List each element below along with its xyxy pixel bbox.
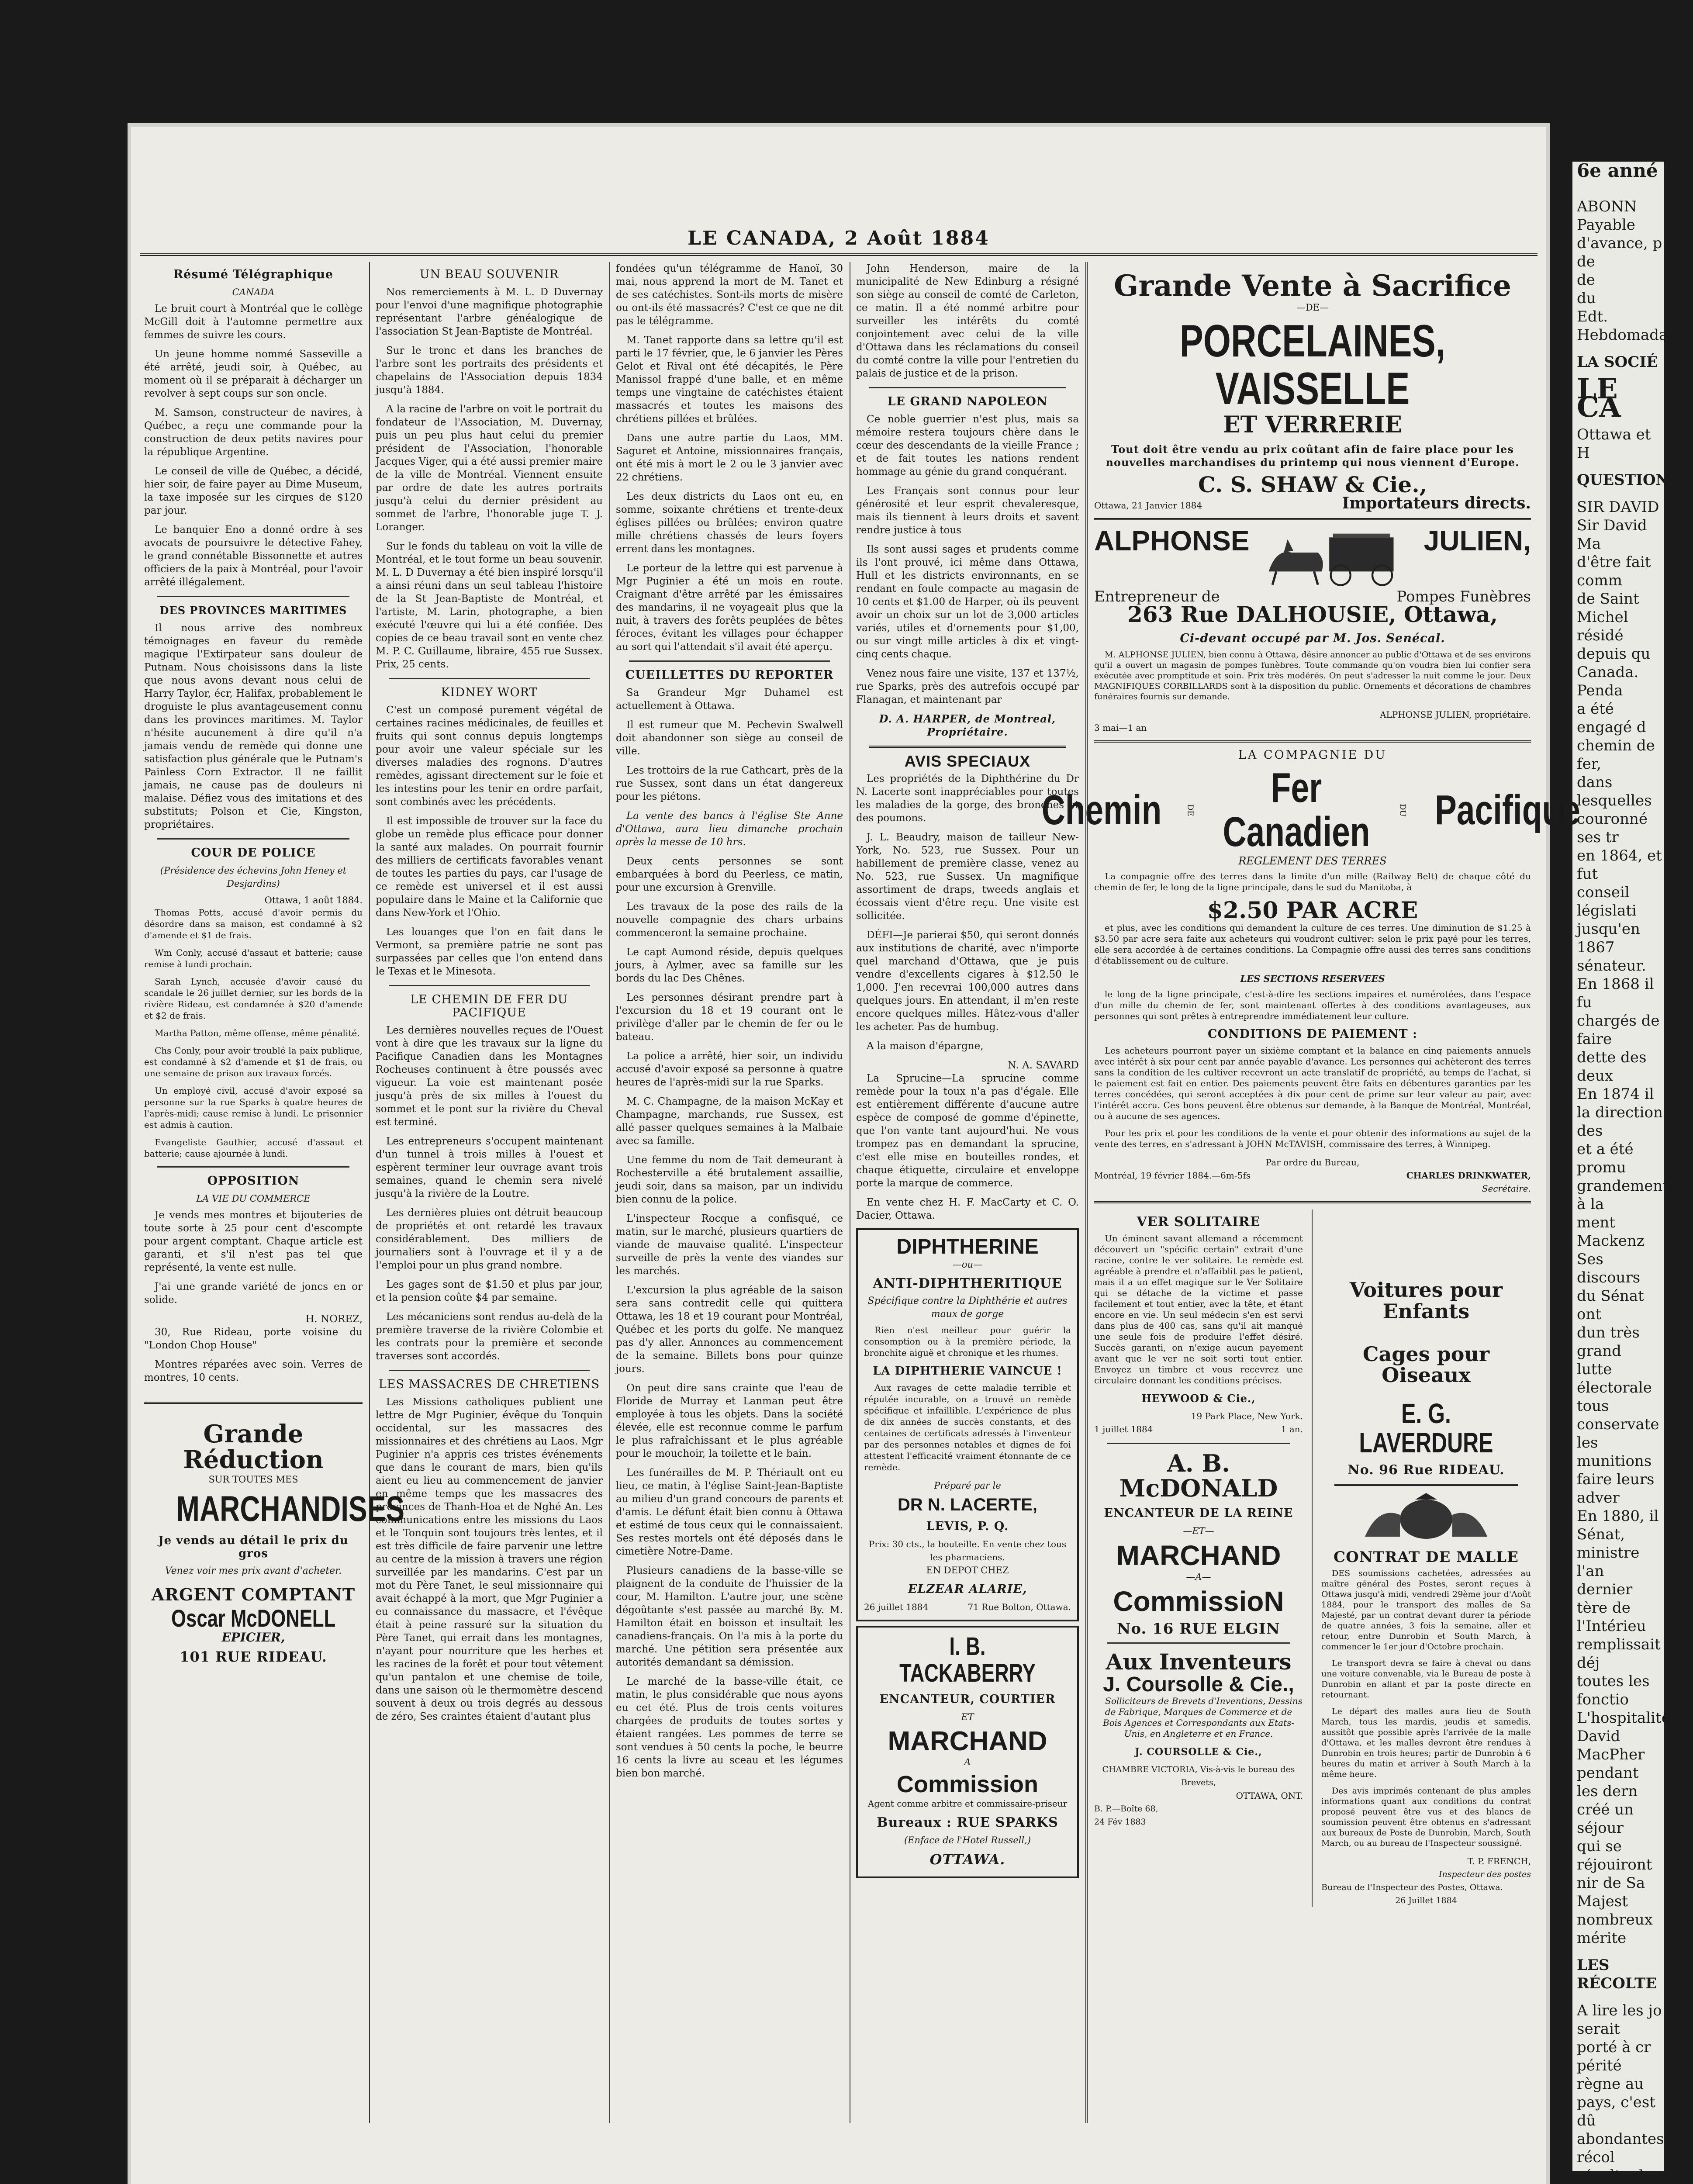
ad-footer (1094, 1169, 1531, 1182)
adjacent-page-line: conseil législati (1577, 884, 1637, 919)
adjacent-page-line: serait porté à cr (1577, 2020, 1651, 2056)
adjacent-page-line: tère de l'Intérieu (1577, 1599, 1646, 1635)
ad-line: Aux ravages de cette maladie terrible et réputée incurable, on a trouvé un remède spécifique et infaillible. L'expérience de plus de dix années de succès constants, et des centaines de certificats adressés à l'inventeur par des personnes notables et dignes de foi attestent l'efficacité vraiment étonnante de ce remède. (864, 1382, 1071, 1473)
ad-line: Voitures pour Enfants (1349, 1278, 1503, 1323)
ad-line: —ET— (1183, 1525, 1214, 1536)
headline: Résumé Télégraphique (173, 268, 334, 281)
ad-big-word: Pacifique (1434, 786, 1580, 833)
article-paragraph: Un jeune homme nommé Sasseville a été arrêté, jeudi soir, à Québec, au moment où il se préparait à décharger un revolver à sept coups sur son oncle. (144, 349, 363, 399)
ad-address: 71 Rue Bolton, Ottawa. (967, 1602, 1071, 1613)
column-rule (1085, 262, 1088, 2123)
ad-price: $2.50 PAR ACRE (1207, 897, 1418, 924)
divider (389, 985, 590, 986)
article-paragraph: Il nous arrive des nombreux témoignages en faveur du remède magique l'Extirpateur sans douleur de Putnam. Nous choisissons dans la liste que nous avons devant nous celui de Harry Taylor, écr, Halifax, probablement le droguiste le plus avantageusement connu dans les provinces maritimes. M. Taylor n'hésite aucunement à dire qu'il n'a jamais vendu de remède qui donne une satisfaction plus générale que le Putnam's Painless Corn Extractor. Il ne faillit jamais, ne cause pas de douleurs ni malaise. Défiez vous des imitations et des substituts; Polson et Cie, Kingston, propriétaires. (144, 622, 363, 830)
ad-name: Oscar McDONELL (171, 1604, 336, 1632)
headline: DES PROVINCES MARITIMES (159, 604, 347, 617)
article-paragraph: 30, Rue Rideau, porte voisine du "London Chop House" (144, 1327, 363, 1351)
article-paragraph: Dans une autre partie du Laos, MM. Saguret et Antoine, missionnaires français, ont été mis à mort le 2 ou le 3 janvier avec 22 chrétiens. (616, 432, 843, 483)
article-paragraph: Une femme du nom de Tait demeurant à Rochesterville a été brutalement assaillie, jeudi soir, dans sa maison, par un individu bien connu de la police. (616, 1154, 843, 1205)
adjacent-page-line: LES RÉCOLTE (1577, 1956, 1657, 1992)
ad-headline (144, 1489, 405, 1529)
signature: CHARLES DRINKWATER, (1406, 1170, 1531, 1181)
ad-body: M. ALPHONSE JULIEN, bien connu à Ottawa, désire annoncer au public d'Ottawa et de ses environs qu'il a ouvert un magasin de pompes funèbres. Toute commande qu'on voudra bien lui confier sera exécutée avec promptitude et soin. Prix très modérés. On peut s'adresser la nuit comme le jour. Deux MAGNIFIQUES CORBILLARDS sont à la disposition du public. Ornements et décorations de chambres funéraires fournis sur demande. (1094, 650, 1531, 702)
divider (1094, 1201, 1531, 1203)
article-paragraph: Ils sont aussi sages et prudents comme ils l'ont prouvé, ici même dans Ottawa, Hull et les districts environnants, en se rendant en foule compacte au magasin de 10 cents et $1.00 de Harper, où ils peuvent avoir un choix sur un lot de 3,000 articles variés, utiles et d'ornements pour $1,00, ou sur vingt mille articles à dix et vingt-cinq cents chaque. (856, 544, 1079, 660)
article-paragraph: Le capt Aumond réside, depuis quelques jours, à Aylmer, avec sa famille sur les bords du lac Des Chênes. (616, 947, 843, 984)
article-paragraph: Les louanges que l'on en fait dans le Vermont, sa première patrie ne sont pas surpassées par celles que l'on entend dans le Texas et le Minesota. (376, 926, 603, 977)
adjacent-page-line: Ottawa et H (1577, 426, 1651, 462)
adjacent-page-line: En 1874 il (1577, 1085, 1654, 1103)
ad-name: J. COURSOLLE & Cie., (1135, 1746, 1262, 1758)
ad-big-word: MARCHANDISES (176, 1489, 405, 1529)
ad-line: Importateurs directs. (1342, 494, 1531, 512)
ad-title: VER SOLITAIRE (1137, 1214, 1261, 1230)
ad-line: ENCANTEUR, COURTIER (879, 1693, 1056, 1707)
adjacent-page-line: l'an dernier (1577, 1562, 1633, 1598)
ad-line: Préparé par le (934, 1480, 1001, 1491)
ad-line: Bureaux : RUE SPARKS (877, 1814, 1058, 1830)
adjacent-page-line: dette des deux (1577, 1049, 1647, 1085)
ad-line: ARGENT COMPTANT (151, 1584, 356, 1604)
article-paragraph: J. L. Beaudry, maison de tailleur New-York, No. 523, rue Sussex. Pour un habillement de première classe, venez au No. 523, rue Sussex. Un magnifique assortiment de draps, tweeds anglais et écossais vient d'être reçu. Une visite est sollicitée. (856, 832, 1079, 922)
royal-arms-icon (1321, 1493, 1531, 1541)
headline: UN BEAU SOUVENIR (419, 268, 559, 281)
adjacent-page-line: de Saint Michel (1577, 590, 1639, 626)
ad-name: JULIEN, (1424, 525, 1531, 556)
adjacent-page-line: de (1577, 271, 1595, 289)
article-paragraph: Sarah Lynch, accusée d'avoir causé du scandale le 26 juillet dernier, sur les bords de la rivière Rideau, est condamnée à $20 d'amende et $2 de frais. (144, 976, 363, 1021)
ad-body: DES soumissions cachetées, adressées au maître général des Postes, seront reçues à Ottawa jusqu'à midi, vendredi 29ème jour d'Août 1884, pour le transport des malles de Sa Majesté, par un contrat devant durer la période de quatre années, 3 fois la semaine, aller et retour, entre Dunrobin et South March, à commencer le 1er jour d'Octobre prochain. (1321, 1569, 1531, 1652)
ad-big-word: CommissioN (1113, 1586, 1284, 1617)
divider (1094, 740, 1531, 743)
article-paragraph: En vente chez H. F. MacCarty et C. O. Dacier, Ottawa. (856, 1197, 1079, 1221)
ad-sub: —ou— (952, 1259, 983, 1270)
column-2 (376, 262, 603, 2123)
ad-big-word: ET VERRERIE (1223, 411, 1402, 438)
article-paragraph: Les gages sont de $1.50 et plus par jour, et la pension coûte $4 par semaine. (376, 1279, 603, 1303)
divider (157, 596, 349, 597)
adjacent-page-line: nombreux mérite (1577, 1911, 1653, 1947)
ad-title: Grande Vente à Sacrifice (1114, 269, 1511, 303)
adjacent-page-line: Payable d'avance, p (1577, 216, 1662, 252)
article-paragraph: M. Samson, constructeur de navires, à Québec, a reçu une commande pour la construction de deux petits navires pour la république Argentine. (144, 407, 363, 458)
ad-name: J. Coursolle & Cie., (1103, 1673, 1294, 1696)
ad-line: Ci-devant occupé par M. Jos. Senécal. (1180, 632, 1445, 646)
adjacent-page-line: ment Mackenz (1577, 1214, 1645, 1250)
ad-name: ALPHONSE (1094, 525, 1250, 556)
ad-big-word: Commission (896, 1771, 1039, 1798)
ad-address: CHAMBRE VICTORIA, Vis-à-vis le bureau des Brevets, (1102, 1765, 1295, 1788)
headline: KIDNEY WORT (441, 686, 538, 699)
ad-big-word: PORCELAINES, VAISSELLE (1179, 316, 1446, 415)
article-paragraph: Les funérailles de M. P. Thériault ont eu lieu, ce matin, à l'église Saint-Jean-Baptiste au milieu d'un grand concours de parents et d'amis. Le défunt était bien connu à Ottawa et estimé de tous ceux qui le connaissaient. Ses restes mortels ont été déposés dans le cimetière Notre-Dame. (616, 1467, 843, 1557)
lower-right-ads (1321, 1209, 1531, 1907)
ad-line: ENCANTEUR DE LA REINE (1104, 1506, 1293, 1520)
ad-body: Le transport devra se faire à cheval ou dans une voiture convenable, via le Bureau de poste à Dunrobin en allant et par la poste directe en retournant. (1321, 1659, 1531, 1700)
ad-date: 26 Juillet 1884 (1395, 1896, 1457, 1906)
ad-line: Tout doit être vendu au prix coûtant afin de faire place pour les nouvelles marchandises du printemp qui nous viennent d'Europe. (1106, 443, 1520, 469)
adjacent-page-line: Sénat, ministre (1577, 1526, 1640, 1562)
ad-name: DR N. LACERTE, (898, 1495, 1037, 1515)
adjacent-page-line: d'être fait comm (1577, 553, 1651, 589)
article-paragraph: La vente des bancs à l'église Ste Anne d'Ottawa, aura lieu dimanche prochain après la messe de 10 hrs. (616, 810, 843, 848)
headline: LE GRAND NAPOLEON (887, 395, 1048, 408)
divider (389, 1370, 590, 1371)
ad-line: Spécifique contre la Diphthérie et autres maux de gorge (867, 1296, 1068, 1320)
article-paragraph: Les propriétés de la Diphthérine du Dr N. Lacerte sont inappréciables pour toutes les maladies de la gorge, des bronches et des poumons. (856, 773, 1079, 824)
adjacent-page-line: Edt. Hebdomadaire, (1577, 308, 1693, 344)
ad-big-word: Chemin (1041, 786, 1161, 833)
article-paragraph: Les Français sont connus pour leur générosité et leur esprit chevaleresque, mais ils tiennent à leurs droits et savent rendre justice à tous (856, 485, 1079, 536)
adjacent-page-line: du Sénat ont (1577, 1287, 1644, 1323)
ad-line: (Enface de l'Hotel Russell,) (904, 1835, 1031, 1845)
masthead-rule (140, 253, 1538, 256)
headline: OPPOSITION (207, 1174, 300, 1188)
julien-ad-head (1094, 526, 1531, 590)
ad-line: LA COMPAGNIE DU (1238, 748, 1387, 762)
adjacent-page-line: a été engagé d (1577, 700, 1646, 736)
masthead: LE CANADA, 2 Août 1884 (688, 227, 990, 249)
ad-body: Des avis imprimés contenant de plus amples informations quant aux conditions du contrat proposé peuvent être vus et des blancs de soumission peuvent être obtenus en s'adressant aux bureaux de Poste de Dunrobin, March, South March, ou au bureau de l'Inspecteur soussigné. (1321, 1786, 1531, 1849)
column-1 (144, 262, 405, 2123)
adjacent-page-line: LE CA (1577, 373, 1621, 424)
ad-line: Rien n'est meilleur pour guérir la consomption ou à la première période, la bronchite aiguë et chronique et les rhumes. (864, 1325, 1071, 1358)
ad-sub: CONDITIONS DE PAIEMENT : (1207, 1027, 1418, 1041)
article-paragraph: fondées qu'un télégramme de Hanoï, 30 mai, nous apprend la mort de M. Tanet et de ses catéchistes. Sont-ils morts de misère ou ont-ils été massacrés? C'est ce que ne dit pas le télégramme. (616, 263, 843, 327)
article-paragraph: Les personnes désirant prendre part à l'excursion du 18 et 19 courant ont le privilège d'aller par le chemin de fer ou le bateau. (616, 992, 843, 1043)
article-paragraph: A la racine de l'arbre on voit le portrait du fondateur de l'Association, M. Duvernay, puis un peu plus haut celui du premier président de l'Association, l'honorable Jacques Viger, qui a été aussi premier maire de la ville de Montréal. Viennent ensuite par ordre de date les autres portraits jusqu'à celui du dernier président au sommet de l'arbre, l'honorable juge T. J. Loranger. (376, 404, 603, 533)
ad-name: I. B. TACKABERRY (899, 1632, 1036, 1688)
ad-address: OTTAWA, ONT. (1236, 1790, 1303, 1801)
divider (1334, 1484, 1518, 1486)
column-3 (616, 262, 843, 2123)
article-paragraph: L'excursion la plus agréable de la saison sera sans contredit celle qui quittera Ottawa, les 18 et 19 courant pour Montréal, Québec et les ports du golfe. Ne manquez pas d'y aller. Annonces au commencement de la semaine. Billets bons pour quinze jours. (616, 1285, 843, 1375)
adjacent-page-text (1572, 160, 1693, 2184)
adjacent-page-line: en 1864, et fut (1577, 847, 1662, 883)
ad-body: le long de la ligne principale, c'est-à-dire les sections impaires et numérotées, dans l'espace d'un mille du chemin de fer, sont maintenant offertes à des conditions avantageuses, aux personnes qui sont prêtes à entreprendre immédiatement leur culture. (1094, 989, 1531, 1022)
ad-body: Solliciteurs de Brevets d'Inventions, Dessins de Fabrique, Marques de Commerce et de Bois Agences et Correspondants aux Etats-Unis, en Angleterre et en France. (1102, 1696, 1303, 1739)
ad-small-word: DU (1398, 804, 1407, 817)
ad-footer (1094, 1423, 1303, 1436)
ad-line: OTTAWA. (929, 1851, 1005, 1868)
subhead: CANADA (232, 287, 275, 297)
article-paragraph: Nos remerciements à M. L. D Duvernay pour l'envoi d'une magnifique photographie représentant l'arbre généalogique de l'association St Jean-Baptiste de Montréal. (376, 287, 603, 337)
ad-date: 24 Fév 1883 (1094, 1817, 1146, 1827)
article-paragraph: DÉFI—Je parierai $50, qui seront donnés aux institutions de charité, avec n'importe quel marchand d'Ottawa, que je puis vendre d'excellents cigares à $12.50 le 1,000. J'en recevrai 100,000 autres dans quelques jours. En attendant, il m'en reste encore quelques milles. Hâtez-vous d'aller les acheter. Pas de humbug. (856, 930, 1079, 1033)
adjacent-page-line: Canada. Penda (1577, 663, 1639, 699)
ad-address: 19 Park Place, New York. (1191, 1411, 1303, 1422)
ad-title: CONTRAT DE MALLE (1334, 1548, 1519, 1566)
adjacent-page-line: QUESTION (1577, 471, 1669, 489)
ad-line: Agent comme arbitre et commissaire-priseur (867, 1798, 1068, 1809)
ad-body: Un éminent savant allemand a récemment découvert un "spécific certain" extrait d'une racine, contre le ver solitaire. Le remède est agréable à prendre et n'affaiblit pas le patient, mais il a un effet magique sur le Ver Solitaire qui se détache de la victime et passe facilement et tout entier, avec la tête, et étant encore en vie. Un seul médecin s'en est servi dans plus de 400 cas, sans qu'il ait manqué une seule fois de produire l'effet désiré. Succès garanti, on n'exige aucun payement avant que le ver ne soit sorti tout entier. Envoyez un timbre et vous recevrez une circulaire donnant les conditions précises. (1094, 1233, 1303, 1386)
ad-address: 263 Rue DALHOUSIE, Ottawa, (1127, 601, 1498, 627)
ad-body: et plus, avec les conditions qui demandent la culture de ces terres. Une diminution de $1.25 à $3.50 par acre sera faite aux acheteurs qui voudront cultiver: selon le prix payé pour les terres, elle sera accordée à de certaines conditions. La Compagnie offre aussi des terres sans conditions d'établissement ou de culture. (1094, 923, 1531, 966)
ad-line: Cages pour Oiseaux (1362, 1342, 1490, 1387)
ad-title: Aux Inventeurs (1106, 1649, 1292, 1675)
article-paragraph: Le banquier Eno a donné ordre à ses avocats de poursuivre le détective Fahey, le grand connétable Bissonnette et autres officiers de la paix à Montréal, pour l'avoir arrêté illégalement. (144, 524, 363, 588)
article-paragraph: Les Missions catholiques publient une lettre de Mgr Puginier, évêque du Tonquin occidental, sur les massacres des missionnaires et des chrétiens au Laos. Mgr Puginier n'a appris ces tristes événements que dans le courant de mars, bien qu'ils aient eu lieu au commencement de janvier en même temps que les massacres des provinces de Thanh-Hoa et de Nghé An. Les communications entre les missions du Laos et le Tonquin sont toujours très lentes, et il est très difficile de faire parvenir une lettre au centre de la mission à travers une région surveillée par les mandarins. C'est par un mot du Père Tanet, le seul missionnaire qui avait échappé à la mort, que Mgr Puginier a eu connaissance du massacre, et l'évêque était à peine rassuré sur la situation du Père Tanet, qui errait dans les montagnes, n'ayant pour nourriture que les herbes et les racines de la forêt et pour tout vêtement qu'un pantalon et une chemise de toile, dans une saison où le thermomètre descend souvent à deux ou trois degrés au dessous de zéro, Ses craintes étaient d'autant plus (376, 1396, 603, 1722)
ad-big-word: MARCHAND (1116, 1539, 1281, 1571)
divider (1107, 1443, 1290, 1444)
adjacent-page-line: lutte électorale (1577, 1361, 1652, 1396)
ad-big-word: MARCHAND (888, 1726, 1047, 1757)
ad-line: EN DEPOT CHEZ (926, 1565, 1009, 1576)
article-paragraph: Deux cents personnes se sont embarquées à bord du Peerless, ce matin, pour une excursion à Grenville. (616, 856, 843, 893)
cpr-ad-title (1041, 764, 1580, 856)
adjacent-page-line: pendant les dern (1577, 1764, 1639, 1800)
article-paragraph: Sa Grandeur Mgr Duhamel est actuellement à Ottawa. (616, 687, 843, 712)
article-paragraph: Le porteur de la lettre qui est parvenue à Mgr Puginier a été un mois en route. Craignant d'être arrêté par les émissaires des mandarins, il ne voyageait plus que la nuit, à travers des forêts peuplées de bêtes féroces, évitant les villages pour échapper au sort qui l'attendait s'il avait été aperçu. (616, 563, 843, 653)
adjacent-page-line: Sir David Ma (1577, 517, 1647, 553)
ad-line: ELZEAR ALARIE, (908, 1583, 1027, 1597)
signature: H. NOREZ, (305, 1313, 363, 1325)
ad-name: A. B. McDONALD (1119, 1449, 1278, 1503)
adjacent-page-line: sénateur. (1577, 957, 1646, 975)
adjacent-page-line: abondantes récol (1577, 2130, 1664, 2166)
ad-title: Grande Réduction (183, 1420, 324, 1474)
ad-line: LA DIPHTHERIE VAINCUE ! (873, 1365, 1062, 1378)
ad-address: No. 16 RUE ELGIN (1117, 1620, 1280, 1638)
ad-sub: REGLEMENT DES TERRES (1238, 854, 1387, 867)
adjacent-page-line: grandement à la (1577, 1177, 1669, 1213)
adjacent-page-line: dun très grand (1577, 1324, 1640, 1360)
adjacent-page-line: 6e anné (1577, 160, 1658, 181)
article-paragraph: Montres réparées avec soin. Verres de montres, 10 cents. (144, 1359, 363, 1383)
tackaberry-ad (856, 1626, 1079, 1878)
adjacent-page-line: chemin de fer, (1577, 737, 1655, 773)
ad-line: Pompes Funèbres (1396, 587, 1531, 605)
adjacent-page-line: SIR DAVID (1577, 498, 1659, 516)
article-paragraph: On peut dire sans crainte que l'eau de Floride de Murray et Lanman peut être employée à tous les objets. Dans la société élevée, elle est reconnue comme le parfum le plus rafraîchissant et le plus agréable pour le mouchoir, la toilette et le bain. (616, 1382, 843, 1459)
adjacent-page-line: couronné ses tr (1577, 810, 1648, 846)
ad-line: LEVIS, P. Q. (926, 1520, 1009, 1534)
adjacent-page-line: de (1577, 253, 1595, 270)
adjacent-page-line: A lire les jo (1577, 2002, 1662, 2019)
signature-role: Secrétaire. (1482, 1183, 1531, 1194)
ad-line: Par ordre du Bureau, (1265, 1157, 1360, 1168)
article-paragraph: Venez nous faire une visite, 137 et 137½, rue Sparks, près des autrefois occupé par Flanagan, et maintenant par (856, 668, 1079, 705)
headline: AVIS SPECIAUX (904, 752, 1031, 770)
ad-date: 1 juillet 1884 (1094, 1424, 1153, 1435)
signature-role: Inspecteur des postes (1439, 1870, 1531, 1880)
adjacent-page-line: faire leurs adver (1577, 1471, 1655, 1507)
article-paragraph: Le bruit court à Montréal que le collège McGill doit à l'automne permettre aux femmes de suivre les cours. (144, 303, 363, 341)
divider (869, 387, 1066, 388)
ad-trade: EPICIER, (221, 1630, 285, 1645)
article-paragraph: M. C. Champagne, de la maison McKay et Champagne, marchands, rue Sussex, est allé passer quelques semaines à la Malbaie avec sa famille. (616, 1096, 843, 1147)
ad-date: Ottawa, 21 Janvier 1884 (1094, 500, 1202, 511)
divider (629, 660, 830, 662)
ad-body: Les acheteurs pourront payer un sixième comptant et la balance en cinq paiements annuels avec intérêt à six pour cent par année payable d'avance. Les personnes qui achèteront des terres sans la condition de les cultiver recevront un acte translatif de propriété, au temps de l'achat, si le paiement est fait en entier. Des paiements peuvent être faits en débentures garanties par les terres concédées, qui seront acceptées à dix pour cent de prime sur leur valeur au pair, avec l'intérêt accru. Ces bons peuvent être obtenus sur demande, à la Banque de Montréal, Montréal, ou à aucune de ses agences. (1094, 1045, 1531, 1122)
ad-small-word: DE (1185, 804, 1195, 816)
adjacent-page-line: tous conservate (1577, 1397, 1659, 1433)
article-paragraph: Wm Conly, accusé d'assaut et batterie; cause remise à lundi prochain. (144, 947, 363, 969)
adjacent-page-line: récolte du (1577, 2167, 1654, 2184)
article-paragraph: Les mécaniciens sont rendus au-delà de la première traverse de la rivière Colombie et les contrats pour la première et seconde traverses sont accordés. (376, 1311, 603, 1362)
ad-sub: SUR TOUTES MES (208, 1474, 298, 1485)
ad-footer (864, 1600, 1071, 1614)
lower-left-ads (1094, 1209, 1303, 1907)
ad-title: DIPHTHERINE (896, 1235, 1039, 1258)
article-paragraph: Il est impossible de trouver sur la face du globe un remède plus efficace pour donner la santé aux malades. On pourrait fournir des milliers de certificats favorables venant de toutes les parties du pays, car l'usage de ce remède est universel et il est aussi populaire dans le Maine et la Californie que dans New-York et l'Ohio. (376, 816, 603, 919)
ad-body: La compagnie offre des terres dans la limite d'un mille (Railway Belt) de chaque côté du chemin de fer, le long de la ligne principale, dans le sud du Manitoba, à (1094, 871, 1531, 892)
article-paragraph: L'inspecteur Rocque a confisqué, ce matin, sur le marché, plusieurs quartiers de viande de mauvaise qualité. L'inspecteur surveille de près la vente des viandes sur les marchés. (616, 1213, 843, 1277)
ad-line: ET (961, 1712, 974, 1723)
hearse-illustration (1258, 530, 1415, 587)
ad-sub: LES SECTIONS RESERVEES (1240, 973, 1385, 985)
adjacent-page-line: Ses discours (1577, 1251, 1641, 1286)
adjacent-page-line: créé un séjour (1577, 1801, 1634, 1837)
ad-name: C. S. SHAW & Cie., (1198, 472, 1427, 498)
divider (144, 1402, 363, 1404)
adjacent-page-line: remplissait déj (1577, 1636, 1661, 1672)
article-paragraph: Les dernières pluies ont détruit beaucoup de propriétés et ont retardé les travaux considérablement. Des milliers de journaliers sont à l'ouvrage et il y a de l'emploi pour un plus grand nombre. (376, 1207, 603, 1271)
article-paragraph: Les trottoirs de la rue Cathcart, près de la rue Sussex, sont dans un état dangereux pour les piétons. (616, 765, 843, 802)
ad-line: Entrepreneur de (1094, 587, 1220, 605)
article-paragraph: Sur le tronc et dans les branches de l'arbre sont les portraits des présidents et chapelains de l'Association depuis 1834 jusqu'à 1884. (376, 345, 603, 396)
adjacent-page (1572, 160, 1693, 2184)
diphtherine-ad (856, 1228, 1079, 1621)
headline: COUR DE POLICE (191, 846, 316, 860)
column-4 (856, 262, 1079, 2123)
adjacent-page-line: les munitions (1577, 1434, 1652, 1470)
ad-footer: Bureau de l'Inspecteur des Postes, Ottawa. (1321, 1883, 1503, 1893)
article-paragraph: La Sprucine—La sprucine comme remède pour la toux n'a pas d'égale. Elle est entièrement différente d'aucune autre espèce de composé de gomme d'épinette, que l'on vante tant aujourd'hui. Ne vous trompez pas en demandant la sprucine, c'est elle mise en bouteilles rondes, et chaque étiquette, circulaire et enveloppe porte la marque de commerce. (856, 1073, 1079, 1189)
adjacent-page-line: la direction des (1577, 1104, 1663, 1140)
adjacent-page-line: toutes les fonctio (1577, 1673, 1650, 1708)
headline: LE CHEMIN DE FER DU PACIFIQUE (410, 993, 568, 1019)
article-paragraph: Ce noble guerrier n'est plus, mais sa mémoire restera toujours chère dans le cœur des descendants de la vieille France ; et de fait toutes les nations rendent hommage au génie du grand conquérant. (856, 414, 1079, 477)
ad-sub: ANTI-DIPHTHERITIQUE (873, 1276, 1062, 1292)
article-paragraph: Les entrepreneurs s'occupent maintenant d'un tunnel à trois milles à l'ouest et espèrent terminer leur ouvrage avant trois semaines, quand le chemin sera nivelé jusqu'à la rivière de la Loutre. (376, 1136, 603, 1199)
article-paragraph: Plusieurs canadiens de la basse-ville se plaignent de la conduite de l'huissier de la cour, M. Hamilton. L'autre jour, une scène dégoûtante s'est passée au marché By. M. Hamilton était en boisson et insultait les canadiens-français. On l'a mis à la porte du marché. Une pétition sera présentée aux autorités demandant sa démission. (616, 1565, 843, 1668)
dateline: Ottawa, 1 août 1884. (264, 895, 363, 905)
divider (157, 838, 349, 840)
column-rule (369, 262, 370, 2123)
article-paragraph: Thomas Potts, accusé d'avoir permis du désordre dans sa maison, est condamné à $2 d'amende et $1 de frais. (144, 907, 363, 940)
ad-address: 101 RUE RIDEAU. (180, 1648, 327, 1666)
article-paragraph: Les deux districts du Laos ont eu, en somme, soixante chrétiens et trente-deux églises pillées ou brûlées; environ quatre mille chrétiens chassés de leurs foyers errent dans les montagnes. (616, 491, 843, 555)
ad-name: E. G. LAVERDURE (1359, 1397, 1493, 1458)
adjacent-page-line: pays, c'est dû (1577, 2094, 1655, 2129)
ad-line: Je vends au détail le prix du gros (158, 1534, 349, 1560)
signature: D. A. HARPER, de Montreal, Propriétaire. (879, 712, 1056, 738)
headline: LES MASSACRES DE CHRETIENS (378, 1378, 600, 1391)
ad-line: Venez voir mes prix avant d'acheter. (165, 1565, 342, 1576)
article-paragraph: Chs Conly, pour avoir troublé la paix publique, est condamné à $2 d'amende et $1 de frais, ou une semaine de prison aux travaux forcés. (144, 1045, 363, 1078)
article-paragraph: C'est un composé purement végétal de certaines racines médicinales, de feuilles et fruits qui sont connus depuis longtemps pour avoir une valeur spéciale sur les diverses maladies des rognons. D'autres remèdes, agissant directement sur le foie et les intestins pour les tenir en ordre parfait, sont combinés avec les précédents. (376, 705, 603, 808)
column-rule (1312, 1209, 1313, 1907)
adjacent-page-line: David MacPher (1577, 1728, 1645, 1763)
adjacent-page-line: qui se réjouiront (1577, 1838, 1652, 1873)
article-paragraph: A la maison d'épargne, (867, 1040, 984, 1052)
adjacent-page-line: LA SOCIÉ (1577, 353, 1658, 371)
ad-sub: —DE— (1296, 302, 1329, 313)
newspaper-page (131, 127, 1580, 2184)
divider (1107, 1642, 1290, 1644)
adjacent-page-line: En 1880, il (1577, 1507, 1659, 1525)
adjacent-page-line: L'hospitalité (1577, 1709, 1670, 1727)
article-paragraph: Le conseil de ville de Québec, a décidé, hier soir, de faire payer au Dime Museum, la taxe imposée sur les cirques de $120 par jour. (144, 466, 363, 516)
ad-body: Le départ des malles aura lieu de South March, tous les mardis, jeudis et samedis, aussitôt que possible après l'arrivée de la malle d'Ottawa, et les malles devront être rendues à Dunrobin en trois heures; partir de Dunrobin à 6 heures du matin et arriver à South March à la même heure. (1321, 1707, 1531, 1780)
article-paragraph: M. Tanet rapporte dans sa lettre qu'il est parti le 17 février, que, le 6 janvier les Pères Gelot et Rival ont été décapités, le Père Manissol frappé d'une balle, et en même temps une vingtaine de catéchistes étaient massacrés et toutes les maisons des chrétiens pillées et brûlées. (616, 335, 843, 425)
article-paragraph: Le marché de la basse-ville était, ce matin, le plus considérable que nous ayons eu cet été. Plus de trois cents voitures chargées de produits de toutes sortes y étaient rangées. Les pommes de terre se sont vendues à 50 cents la poche, le beurre 16 cents la livre au sceau et les légumes bien bon marché. (616, 1676, 843, 1779)
adjacent-page-line: jusqu'en 1867 (1577, 920, 1640, 956)
adjacent-page-line: du (1577, 290, 1596, 307)
ad-price: Prix: 30 cts., la bouteille. En vente chez tous les pharmaciens. (868, 1539, 1067, 1563)
subhead: LA VIE DU COMMERCE (196, 1193, 311, 1204)
ad-term: 1 an. (1281, 1424, 1303, 1435)
ad-big-word: Fer Canadien (1223, 764, 1370, 856)
column-rule (609, 262, 610, 2123)
ad-address: No. 96 Rue RIDEAU. (1347, 1462, 1505, 1478)
divider (1094, 518, 1531, 520)
article-paragraph: Evangeliste Gauthier, accusé d'assaut et batterie; cause ajournée à lundi. (144, 1137, 363, 1159)
ad-footer (1094, 494, 1531, 512)
article-paragraph: Les travaux de la pose des rails de la nouvelle compagnie des chars urbains commenceront la semaine prochaine. (616, 901, 843, 939)
divider (157, 1166, 349, 1168)
adjacent-page-line: En 1868 il fu (1577, 975, 1654, 1011)
ad-line: A (964, 1757, 971, 1768)
adjacent-page-line: chargés de faire (1577, 1012, 1660, 1048)
ad-date: 26 juillet 1884 (864, 1602, 929, 1613)
article-paragraph: J'ai une grande variété de joncs en or solide. (144, 1281, 363, 1306)
signature: T. P. FRENCH, (1467, 1856, 1531, 1867)
ad-date: Montréal, 19 février 1884.—6m-5fs (1094, 1170, 1251, 1181)
article-paragraph: Martha Patton, même offense, même pénalité. (155, 1028, 360, 1038)
article-paragraph: Je vends mes montres et bijouteries de toute sorte à 25 pour cent d'escompte pour argent comptant. Chaque article est garanti, et s'il n'est pas tel que représenté, la vente est nulle. (144, 1209, 363, 1273)
divider (389, 678, 590, 679)
ad-date: 3 mai—1 an (1094, 722, 1147, 733)
adjacent-page-line: nir de Sa Majest (1577, 1874, 1645, 1910)
adjacent-page-line: ABONN (1577, 198, 1637, 215)
article-paragraph: Un employé civil, accusé d'avoir exposé sa personne sur la rue Sparks à quatre heures de l'après-midi; cause remise à lundi. Le prisonnier est admis à caution. (144, 1085, 363, 1130)
ad-line: B. P.—Boîte 68, (1094, 1804, 1158, 1814)
article-paragraph: Il est rumeur que M. Pechevin Swalwell doit abandonner son siège au conseil de ville. (616, 719, 843, 757)
signature: N. A. SAVARD (1007, 1060, 1079, 1071)
ad-body: Pour les prix et pour les conditions de la vente et pour obtenir des informations au sujet de la vente des terres, en s'adressant à JOHN McTAVISH, commissaire des terres, à Winnipeg. (1094, 1128, 1531, 1150)
divider (869, 746, 1066, 748)
ad-name: HEYWOOD & Cie., (1141, 1392, 1256, 1405)
lower-ads (1094, 1209, 1531, 1907)
article-paragraph: Sur le fonds du tableau on voit la ville de Montréal, et le tout forme un beau souvenir. M. L. D Duvernay a été bien inspiré lorsqu'il a ainsi réuni dans un seul tableau l'histoire de la St Jean-Baptiste de Montréal, et l'artiste, M. Larin, photographe, a bien exécuté l'œuvre qui lui a été confiée. Des copies de ce beau travail sont en vente chez M. P. C. Guillaume, libraire, 455 rue Sussex. Prix, 25 cents. (376, 541, 603, 670)
ad-line: —A— (1186, 1572, 1211, 1583)
subhead: (Présidence des échevins John Heney et Desjardins) (160, 865, 347, 889)
signature: ALPHONSE JULIEN, propriétaire. (1380, 709, 1531, 720)
adjacent-page-line: et a été promu (1577, 1140, 1634, 1176)
article-paragraph: Les dernières nouvelles reçues de l'Ouest vont à dire que les travaux sur la ligne du Pacifique Canadien dans les Montagnes Rocheuses continuent à être poussés avec vigueur. La voie est maintenant posée jusqu'à près de six milles à l'ouest du sommet et le pont sur la rivière du Cheval est terminé. (376, 1025, 603, 1128)
adjacent-page-line: périté règne au (1577, 2057, 1644, 2093)
article-paragraph: John Henderson, maire de la municipalité de New Edinburg a résigné son siège au conseil de comté de Carleton, ce matin. Il a été nommé arbitre pour surveiller les intérêts du comté conjointement avec celui de la ville d'Ottawa dans les réclamations du conseil du comté contre la ville pour l'entretien du palais de justice et de la prison. (856, 263, 1079, 379)
adjacent-page-line: dans lesquelles (1577, 774, 1652, 809)
adjacent-page-line: résidé depuis qu (1577, 627, 1651, 663)
headline: CUEILLETTES DU REPORTER (625, 668, 834, 682)
article-paragraph: La police a arrêté, hier soir, un individu accusé d'avoir exposé sa personne à quatre heures de l'après-midi sur la rue Sparks. (616, 1051, 843, 1088)
